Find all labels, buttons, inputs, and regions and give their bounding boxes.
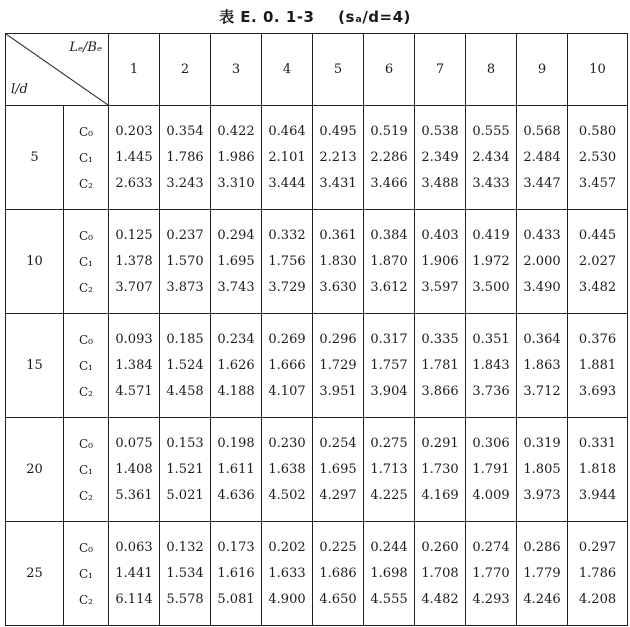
table-value: 0.260 — [421, 539, 459, 555]
table-value: 4.636 — [217, 487, 255, 503]
table-value: 1.906 — [421, 253, 459, 269]
value-cell — [568, 210, 628, 314]
table-value: 0.445 — [578, 227, 617, 243]
table-value: 3.310 — [217, 175, 255, 191]
table-value: 4.169 — [421, 487, 459, 503]
table-value: 3.243 — [166, 175, 204, 191]
value-cell — [415, 314, 466, 418]
table-value: 3.873 — [166, 279, 204, 295]
table-value: 0.361 — [319, 227, 357, 243]
coef-label: C₁ — [79, 358, 93, 373]
value-cell — [517, 106, 568, 210]
value-cell — [160, 522, 211, 626]
coef-label: C₂ — [79, 280, 93, 295]
table-value: 4.009 — [472, 487, 510, 503]
table-value: 0.286 — [523, 539, 561, 555]
table-value: 1.521 — [166, 461, 204, 477]
table-value: 3.944 — [578, 487, 617, 503]
table-value: 0.319 — [523, 435, 561, 451]
table-value: 0.376 — [578, 331, 617, 347]
value-cell — [466, 522, 517, 626]
table-value: 1.791 — [472, 461, 510, 477]
table-value: 1.441 — [115, 565, 153, 581]
table-value: 1.611 — [217, 461, 255, 477]
value-cell — [313, 418, 364, 522]
table-value: 0.275 — [370, 435, 408, 451]
value-cell — [517, 522, 568, 626]
table-value: 3.444 — [268, 175, 306, 191]
table-value: 0.225 — [319, 539, 357, 555]
table-value: 0.464 — [268, 123, 306, 139]
col-header: 4 — [262, 34, 313, 106]
value-cell — [262, 106, 313, 210]
col-header: 9 — [517, 34, 568, 106]
table-value: 1.616 — [217, 565, 255, 581]
coef-label-cell — [64, 210, 109, 314]
table-value: 4.571 — [115, 383, 153, 399]
table-value: 4.297 — [319, 487, 357, 503]
table-value: 0.063 — [115, 539, 153, 555]
table-value: 3.630 — [319, 279, 357, 295]
table-value: 0.332 — [268, 227, 306, 243]
value-cell — [109, 522, 160, 626]
value-cell — [262, 522, 313, 626]
table-value: 3.457 — [578, 175, 617, 191]
value-cell — [211, 314, 262, 418]
col-header: 3 — [211, 34, 262, 106]
value-cell — [109, 314, 160, 418]
table-value: 0.364 — [523, 331, 561, 347]
table-value: 0.433 — [523, 227, 561, 243]
table-value: 0.297 — [578, 539, 617, 555]
table-value: 3.431 — [319, 175, 357, 191]
table-value: 1.870 — [370, 253, 408, 269]
table-value: 0.331 — [578, 435, 617, 451]
value-cell — [109, 106, 160, 210]
table-row — [6, 418, 628, 522]
table-value: 0.294 — [217, 227, 255, 243]
table-value: 3.597 — [421, 279, 459, 295]
coef-label-cell — [64, 522, 109, 626]
table-value: 1.986 — [217, 149, 255, 165]
col-header: 8 — [466, 34, 517, 106]
table-value: 1.698 — [370, 565, 408, 581]
table-value: 1.384 — [115, 357, 153, 373]
coef-label: C₁ — [79, 150, 93, 165]
value-cell — [415, 106, 466, 210]
col-header: 2 — [160, 34, 211, 106]
table-value: 1.534 — [166, 565, 204, 581]
table-value: 3.612 — [370, 279, 408, 295]
table-value: 0.234 — [217, 331, 255, 347]
table-value: 1.770 — [472, 565, 510, 581]
table-value: 2.484 — [523, 149, 561, 165]
table-value: 4.650 — [319, 591, 357, 607]
value-cell — [109, 418, 160, 522]
table-value: 0.519 — [370, 123, 408, 139]
coef-label: C₀ — [79, 228, 93, 243]
table-value: 2.530 — [578, 149, 617, 165]
table-title-sub: (sₐ/d=4) — [338, 8, 411, 26]
value-cell — [262, 418, 313, 522]
table-value: 1.757 — [370, 357, 408, 373]
value-cell — [415, 418, 466, 522]
table-value: 0.153 — [166, 435, 204, 451]
table-value: 1.863 — [523, 357, 561, 373]
value-cell — [517, 314, 568, 418]
table-value: 4.188 — [217, 383, 255, 399]
table-value: 1.686 — [319, 565, 357, 581]
table-row — [6, 106, 628, 210]
table-value: 0.351 — [472, 331, 510, 347]
table-value: 1.666 — [268, 357, 306, 373]
col-header: 10 — [568, 34, 628, 106]
coef-label: C₀ — [79, 332, 93, 347]
table-value: 2.000 — [523, 253, 561, 269]
value-cell — [160, 210, 211, 314]
ld-value: 5 — [6, 106, 64, 210]
table-title — [0, 6, 630, 27]
table-body — [6, 106, 628, 626]
value-cell — [517, 418, 568, 522]
table-value: 0.274 — [472, 539, 510, 555]
table-value: 1.695 — [319, 461, 357, 477]
table-value: 4.458 — [166, 383, 204, 399]
value-cell — [466, 210, 517, 314]
table-value: 2.213 — [319, 149, 357, 165]
table-value: 0.291 — [421, 435, 459, 451]
table-value: 1.408 — [115, 461, 153, 477]
table-value: 3.904 — [370, 383, 408, 399]
table-value: 5.081 — [217, 591, 255, 607]
header-row — [6, 34, 628, 106]
table-value: 1.524 — [166, 357, 204, 373]
table-value: 2.101 — [268, 149, 306, 165]
table-value: 4.225 — [370, 487, 408, 503]
table-value: 0.132 — [166, 539, 204, 555]
col-header: 7 — [415, 34, 466, 106]
coef-label: C₀ — [79, 124, 93, 139]
table-value: 0.354 — [166, 123, 204, 139]
table-value: 4.900 — [268, 591, 306, 607]
table-value: 0.254 — [319, 435, 357, 451]
table-value: 1.445 — [115, 149, 153, 165]
table-value: 1.638 — [268, 461, 306, 477]
table-value: 0.555 — [472, 123, 510, 139]
table-value: 3.707 — [115, 279, 153, 295]
table-value: 0.538 — [421, 123, 459, 139]
table-value: 3.433 — [472, 175, 510, 191]
corner-top-label: Lₑ/Bₑ — [69, 40, 102, 55]
table-value: 1.730 — [421, 461, 459, 477]
coef-label-cell — [64, 418, 109, 522]
table-value: 3.490 — [523, 279, 561, 295]
table-value: 0.198 — [217, 435, 255, 451]
coef-label: C₂ — [79, 488, 93, 503]
table-value: 1.729 — [319, 357, 357, 373]
corner-bottom-label: l/d — [11, 82, 28, 97]
table-value: 1.633 — [268, 565, 306, 581]
table-value: 0.202 — [268, 539, 306, 555]
table-value: 0.269 — [268, 331, 306, 347]
value-cell — [313, 314, 364, 418]
value-cell — [466, 106, 517, 210]
table-value: 0.384 — [370, 227, 408, 243]
table-value: 4.502 — [268, 487, 306, 503]
value-cell — [262, 314, 313, 418]
table-value: 0.317 — [370, 331, 408, 347]
value-cell — [364, 418, 415, 522]
coef-label: C₀ — [79, 540, 93, 555]
table-value: 4.555 — [370, 591, 408, 607]
value-cell — [211, 522, 262, 626]
table-value: 1.779 — [523, 565, 561, 581]
table-value: 2.286 — [370, 149, 408, 165]
table-value: 0.125 — [115, 227, 153, 243]
value-cell — [160, 418, 211, 522]
table-value: 4.208 — [578, 591, 617, 607]
table-value: 5.578 — [166, 591, 204, 607]
table-value: 1.786 — [166, 149, 204, 165]
coef-label: C₂ — [79, 176, 93, 191]
table-value: 1.570 — [166, 253, 204, 269]
value-cell — [568, 314, 628, 418]
coefficient-table — [5, 33, 628, 626]
table-value: 1.378 — [115, 253, 153, 269]
value-cell — [211, 418, 262, 522]
table-value: 0.075 — [115, 435, 153, 451]
table-row — [6, 314, 628, 418]
table-row — [6, 522, 628, 626]
table-value: 1.626 — [217, 357, 255, 373]
table-value: 4.482 — [421, 591, 459, 607]
table-value: 1.713 — [370, 461, 408, 477]
value-cell — [466, 314, 517, 418]
table-value: 0.306 — [472, 435, 510, 451]
coef-label: C₀ — [79, 436, 93, 451]
table-value: 2.349 — [421, 149, 459, 165]
table-value: 3.973 — [523, 487, 561, 503]
ld-value: 10 — [6, 210, 64, 314]
value-cell — [466, 418, 517, 522]
table-value: 5.361 — [115, 487, 153, 503]
table-value: 0.203 — [115, 123, 153, 139]
table-value: 0.403 — [421, 227, 459, 243]
table-value: 4.107 — [268, 383, 306, 399]
table-value: 1.756 — [268, 253, 306, 269]
table-value: 3.866 — [421, 383, 459, 399]
table-value: 3.466 — [370, 175, 408, 191]
value-cell — [211, 210, 262, 314]
table-value: 1.805 — [523, 461, 561, 477]
table-value: 0.244 — [370, 539, 408, 555]
ld-value: 25 — [6, 522, 64, 626]
table-value: 6.114 — [115, 591, 153, 607]
value-cell — [313, 210, 364, 314]
table-value: 1.972 — [472, 253, 510, 269]
value-cell — [364, 314, 415, 418]
value-cell — [160, 314, 211, 418]
value-cell — [415, 210, 466, 314]
table-value: 1.818 — [578, 461, 617, 477]
table-value: 1.786 — [578, 565, 617, 581]
ld-value: 20 — [6, 418, 64, 522]
table-value: 4.293 — [472, 591, 510, 607]
table-value: 1.881 — [578, 357, 617, 373]
table-value: 0.093 — [115, 331, 153, 347]
table-value: 3.712 — [523, 383, 561, 399]
table-value: 0.580 — [578, 123, 617, 139]
coef-label: C₁ — [79, 566, 93, 581]
table-value: 2.434 — [472, 149, 510, 165]
value-cell — [262, 210, 313, 314]
table-value: 0.335 — [421, 331, 459, 347]
value-cell — [415, 522, 466, 626]
ld-value: 15 — [6, 314, 64, 418]
header-corner — [6, 34, 109, 106]
value-cell — [313, 106, 364, 210]
table-value: 3.447 — [523, 175, 561, 191]
table-row — [6, 210, 628, 314]
col-header: 6 — [364, 34, 415, 106]
table-value: 3.743 — [217, 279, 255, 295]
table-value: 1.843 — [472, 357, 510, 373]
coef-label-cell — [64, 106, 109, 210]
table-value: 1.781 — [421, 357, 459, 373]
value-cell — [517, 210, 568, 314]
value-cell — [211, 106, 262, 210]
coef-label: C₁ — [79, 462, 93, 477]
col-header: 5 — [313, 34, 364, 106]
coef-label: C₂ — [79, 592, 93, 607]
table-value: 3.729 — [268, 279, 306, 295]
table-value: 4.246 — [523, 591, 561, 607]
table-value: 0.173 — [217, 539, 255, 555]
value-cell — [568, 418, 628, 522]
value-cell — [364, 210, 415, 314]
value-cell — [364, 106, 415, 210]
table-value: 3.500 — [472, 279, 510, 295]
value-cell — [364, 522, 415, 626]
table-value: 5.021 — [166, 487, 204, 503]
table-value: 3.482 — [578, 279, 617, 295]
table-value: 0.237 — [166, 227, 204, 243]
table-value: 2.027 — [578, 253, 617, 269]
table-value: 0.495 — [319, 123, 357, 139]
table-value: 0.422 — [217, 123, 255, 139]
table-value: 3.693 — [578, 383, 617, 399]
table-value: 3.951 — [319, 383, 357, 399]
table-value: 0.296 — [319, 331, 357, 347]
value-cell — [313, 522, 364, 626]
value-cell — [109, 210, 160, 314]
value-cell — [568, 106, 628, 210]
table-value: 3.488 — [421, 175, 459, 191]
table-value: 1.830 — [319, 253, 357, 269]
table-value: 0.230 — [268, 435, 306, 451]
table-value: 2.633 — [115, 175, 153, 191]
table-value: 1.708 — [421, 565, 459, 581]
table-value: 0.568 — [523, 123, 561, 139]
table-value: 3.736 — [472, 383, 510, 399]
col-header: 1 — [109, 34, 160, 106]
value-cell — [160, 106, 211, 210]
table-title-main: 表 E. 0. 1-3 — [219, 8, 315, 26]
value-cell — [568, 522, 628, 626]
coef-label: C₁ — [79, 254, 93, 269]
coef-label: C₂ — [79, 384, 93, 399]
table-value: 0.185 — [166, 331, 204, 347]
table-value: 0.419 — [472, 227, 510, 243]
coef-label-cell — [64, 314, 109, 418]
table-value: 1.695 — [217, 253, 255, 269]
